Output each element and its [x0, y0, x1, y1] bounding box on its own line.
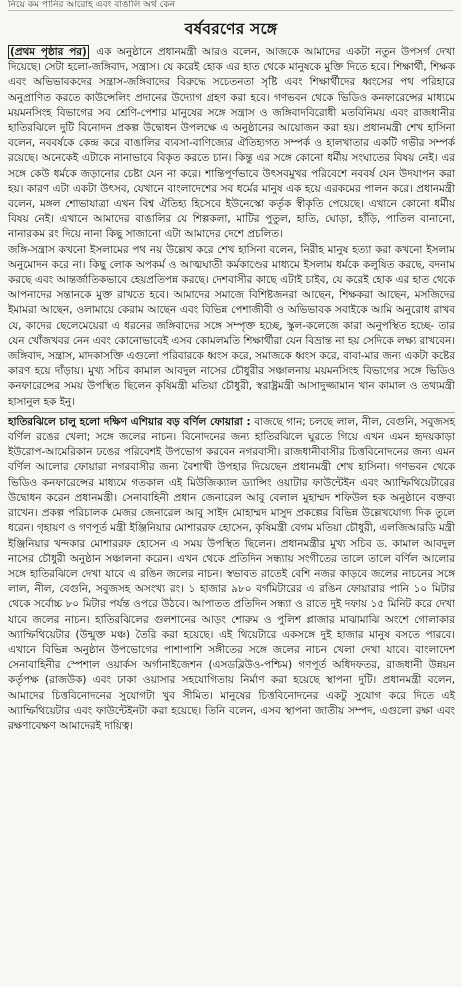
paragraph-3-text: বাজছে গান; চলছে লাল, নীল, বেগুনি, সবুজসহ বর্ণিল রঙের খেলা; সঙ্গে জলের নাচন। বিনোদনের জন্য হাতিরঝিলে ঘুরতে গিয়ে এখন এমন হৃদয়কাড়া ইউরোপ-আমেরিকান ঢঙের পরিবেশই উপভোগ করবেন নগরবাসী। রাজধানীবাসীর চিত্তবিনোদনের জন্য এমন বর্ণিল আলোর ফোয়ারা নগরবাসীর জন্য বৈশাখী উপহার দিয়েছেন প্রধানমন্ত্রী শেখ হাসিনা। গণভবন থেকে ভিডিও কনফারেন্সের মাধ্যমে গতকাল এই মিউজিক্যাল ড্যান্সিং ওয়াটার ফাউন্টেইন এবং অ্যাম্ফিথিয়েটারের উদ্বোধন করেন প্রধানমন্ত্রী। সেনাবাহিনী প্রধান জেনারেল আবু বেলাল মুহাম্মদ শফিউল হক অনুষ্ঠানে বক্তব্য রাখেন। প্রকল্প পরিচালক মেজর জেনারেল আবু সাইদ মোহাম্মদ মাসুদ প্রকল্পের বিভিন্ন উল্লেখযোগ্য দিক তুলে ধরেন। গৃহায়ণ ও গণপূর্ত মন্ত্রী ইঞ্জিনিয়ার মোশাররফ হোসেন, কৃষিমন্ত্রী বেগম মতিয়া চৌধুরী, এলজিআরডি মন্ত্রী ইঞ্জিনিয়ার খন্দকার মোশাররফ হোসেন এ সময় উপস্থিত ছিলেন। প্রধানমন্ত্রীর মুখ্য সচিব ড. কামাল আবদুল নাসের চৌধুরী অনুষ্ঠান সঞ্চালনা করেন। এখন থেকে প্রতিদিন সন্ধ্যায় সংগীতের তালে তালে বর্ণিল আলোর সঙ্গে হাতিরঝিলে দেখা যাবে এ রঙিন জলের নাচন। স্বভাবত রাতেই বেশি নজর কাড়বে জলের নাচনের সঙ্গে লাল, নীল, বেগুনি, সবুজসহ অসংখ্য রং। ১ হাজার ৯৮০ বর্গমিটারের এ রঙিন ফোয়ারার পানি ১০ মিটার থেকে সর্বোচ্চ ৮০ মিটার পর্যন্ত ওপরে উঠবে। আপাতত প্রতিদিন সন্ধ্যা ও রাতে দুই দফায় ১৫ মিনিট করে দেখা যাবে জলের নাচন। হাতিরঝিলের গুলশানের আড়ং শোরুম ও পুলিশ প্লাজার মাঝামাঝি অংশে গোলাকার অ্যাম্ফিথিয়েটার (উন্মুক্ত মঞ্চ) তৈরি করা হয়েছে। এই থিয়েটারে একসঙ্গে দুই হাজার মানুষ বসতে পারবে। এখানে বিভিন্ন অনুষ্ঠান উপভোগের পাশাপাশি সঙ্গীতের সঙ্গে জলের নাচন খেলা দেখা যাবে। বাংলাদেশ সেনাবাহিনীর স্পেশাল ওয়ার্কস অর্গানাইজেশন (এসডব্লিউও-পশ্চিম) গণপূর্ত অধিদফতর, রাজধানী উন্নয়ন কর্তৃপক্ষ (রাজউক) এবং ঢাকা ওয়াসার সহযোগিতায় নির্মাণ করা হয়েছে স্থাপনা দুটি। প্রধানমন্ত্রী বলেন, আমাদের চিত্তবিনোদনের সুযোগটা খুব সীমিত। মানুষের চিত্তবিনোদনের একটু সুযোগ করে দিতে এই অ্যাম্ফিথিয়েটার এবং ফাউন্টেইনটা করা হয়েছে। তিনি বলেন, এসব স্থাপনা জাতীয় সম্পদ, এগুলো রক্ষা এবং রক্ষণাবেক্ষণ আমাদেরই দায়িত্ব।: [8, 415, 456, 732]
section-divider: [8, 412, 455, 413]
paragraph-1: [8, 45, 455, 243]
continuation-line: নিয়ে কম পানির আরোহ এবং বাঙালি অর্থ কেন: [8, 0, 454, 11]
paragraph-2: জঙ্গি-সন্ত্রাস কখনো ইসলামের পথ নয় উল্লেখ করে শেখ হাসিনা বলেন, নিরীহ মানুষ হত্যা করা কখনো ইসলাম অনুমোদন করে না। কিছু লোক অপকর্ম ও আত্মঘাতী কর্মকাণ্ডের মাধ্যমে ইসলাম ধর্মকে কলুষিত করছে, বদনাম করছে এবং আন্তর্জাতিকভাবে হেয়প্রতিপন্ন করছে। দেশবাসীর কাছে এটাই চাইব, যে করেই হোক এর হাত থেকে আপনাদের সন্তানকে মুক্ত রাখতে হবে। আমাদের সমাজে বিশিষ্টজনরা আছেন, শিক্ষকরা আছেন, মসজিদের ইমামরা আছেন, ওলামায়ে কেরাম আছেন এবং বিভিন্ন পেশাজীবী ও অভিভাবক সবাইকে আমি অনুরোধ রাখব যে, কাদের ছেলেমেয়েরা এ ধরনের জঙ্গিবাদের সঙ্গে সম্পৃক্ত হচ্ছে, স্কুল-কলেজে কারা অনুপস্থিত হচ্ছে- তার যেন খোঁজখবর নেন এবং কোনোভাবেই এসব কোমলমতি শিক্ষার্থীরা যেন বিভ্রান্ত না হয় সেদিকে লক্ষ্য রাখবেন। জঙ্গিবাদ, সন্ত্রাস, মাদকাসক্তি এগুলো পরিবারকে ধ্বংস করে, সমাজকে ধ্বংস করে, বাবা-মার জন্য একটা কষ্টের কারণ হয়ে দাঁড়ায়। মুখ্য সচিব কামাল আবদুল নাসের চৌধুরীর সঞ্চালনায় ময়মনসিংহ বিভাগের সঙ্গে ভিডিও কনফারেন্সের সময় উপস্থিত ছিলেন কৃষিমন্ত্রী মতিয়া চৌধুরী, স্বরাষ্ট্রমন্ত্রী আসাদুজ্জামান খান কামাল ও তথ্যমন্ত্রী হাসানুল হক ইনু।: [8, 243, 455, 408]
article-body: [8, 45, 455, 734]
paragraph-3: [8, 415, 455, 734]
paragraph-1-text: এক অনুষ্ঠানে প্রধানমন্ত্রী আরও বলেন, আজকে আমাদের একটা নতুন উপসর্গ দেখা দিয়েছে। সেটা হলো-জঙ্গিবাদ, সন্ত্রাস। যে করেই হোক এর হাত থেকে মানুষকে মুক্তি দিতে হবে। শিক্ষার্থী, শিক্ষক এবং অভিভাবকদের সন্ত্রাস-জঙ্গিবাদের বিরুদ্ধে সচেতনতা সৃষ্টি এবং শিক্ষার্থীদের ধ্বংসের পথ পরিহারে অনুপ্রাণিত করতে কাউন্সেলিং প্রদানের উদ্যোগ গ্রহণ করা হবে। গণভবন থেকে ভিডিও কনফারেন্সের মাধ্যমে ময়মনসিংহ বিভাগের সব শ্রেণি-পেশার মানুষের সঙ্গে সন্ত্রাস ও জঙ্গিবাদবিরোধী মতবিনিময় এবং রাজধানীর হাতিরঝিলে দুটি বিনোদন প্রকল্প উদ্বোধন উপলক্ষে এ অনুষ্ঠানের আয়োজন করা হয়। প্রধানমন্ত্রী শেখ হাসিনা বলেন, নববর্ষকে কেন্দ্র করে বাঙালির ব্যবসা-বাণিজ্যের ঐতিহ্যগত সম্পর্ক ও হালখাতার একটি গভীর সম্পর্ক রয়েছে। অনেকেই এটাকে নানাভাবে বিকৃত করতে চান। কিন্তু এর সঙ্গে কোনো ধর্মীয় সংঘাতের বিষয় নেই। এর সঙ্গে কেউ ধর্মকে জড়ানোর চেষ্টা যেন না করে। শান্তিপূর্ণভাবে উৎসবমুখর পরিবেশে নববর্ষ যেন উদযাপন করা হয়। কারণ এটা একটা উৎসব, যেখানে বাংলাদেশের সব ধর্মের মানুষ এক হয়ে এরকমের পালন করে। প্রধানমন্ত্রী বলেন, মঙ্গল শোভাযাত্রা এখন বিশ্ব ঐতিহ্য হিসেবে ইউনেস্কো কর্তৃক স্বীকৃতি পেয়েছে। এখানে কোনো ধর্মীয় বিষয় নেই। এখানে আমাদের বাঙালির যে শিল্পকলা, মাটির পুতুল, হাতি, ঘোড়া, হাঁড়ি, পাতিল বানানো, নানারকম রং দিয়ে নানা কিছু সাজানো এটা আমাদের দেশে প্রচলিত।: [8, 46, 455, 241]
section-subhead: হাতিরঝিলে চালু হলো দক্ষিণ এশিয়ার বড় বর্ণিল ফোয়ারা :: [8, 415, 251, 428]
continuation-tag: (প্রথম পৃষ্ঠার পর): [10, 46, 87, 58]
article-title: বর্ষবরণের সঙ্গে: [184, 20, 278, 38]
